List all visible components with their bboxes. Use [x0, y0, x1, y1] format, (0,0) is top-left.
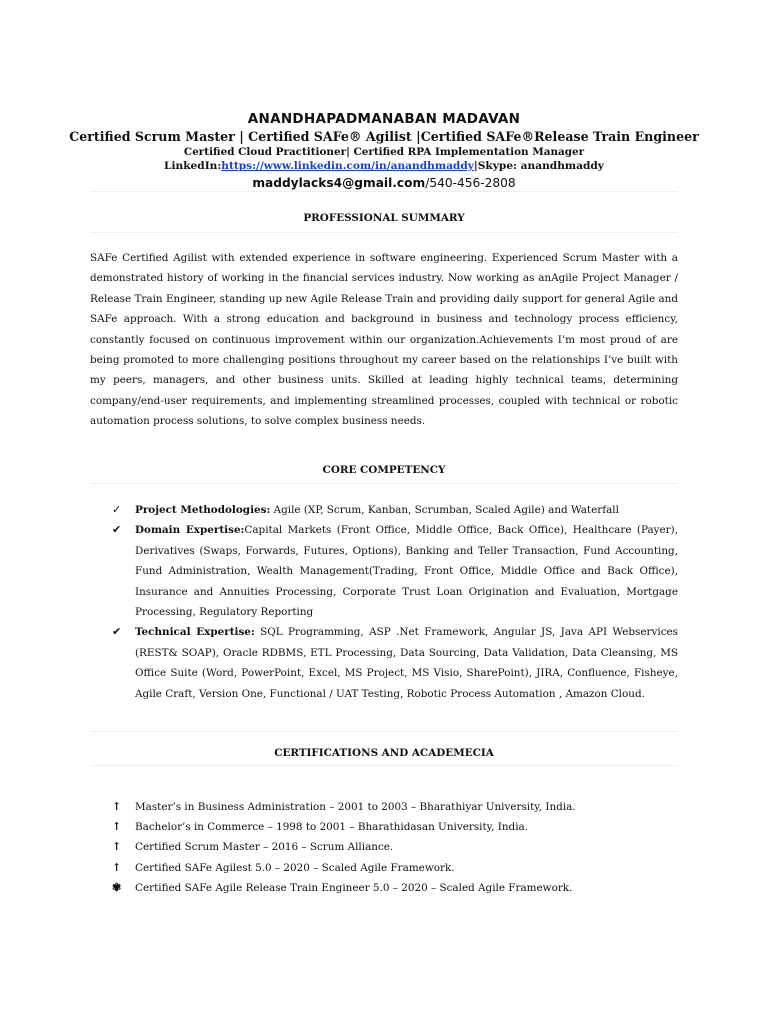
competency-text: SQL Programming, ASP .Net Framework, Angular JS, Java API Webservices (REST& SOAP), Oracle RDBMS, ETL Processing, Data Sourcing, Data Validation, Data Cleansing, MS Office Suite (Word, PowerPoint, Excel, MS Project, MS Visio, SharePoint), JIRA, Confluence, Fisheye, Agile Craft, Version One, Functional / UAT Testing, Robotic Process Automation , Amazon Cloud. — [135, 626, 679, 700]
email-address: maddylacks4@gmail.com — [252, 176, 426, 190]
linkedin-label: LinkedIn: — [164, 160, 222, 172]
social-links-line — [60, 159, 708, 174]
section-divider — [90, 731, 678, 732]
list-item — [90, 797, 678, 817]
list-item — [90, 858, 678, 878]
bullet-icon: ↑ — [112, 840, 122, 854]
list-item — [90, 837, 678, 857]
certification-text: Certified SAFe Agilest 5.0 – 2020 – Scaled Agile Framework. — [135, 861, 455, 874]
list-item — [90, 500, 678, 520]
list-item — [90, 622, 678, 704]
phone-number: /540-456-2808 — [425, 176, 516, 190]
list-item — [90, 520, 678, 622]
check-icon: ✔ — [112, 625, 122, 639]
certifications-headline: Certified Scrum Master | Certified SAFe® Agilist |Certified SAFe®Release Train Engineer — [69, 129, 699, 144]
competency-text: Capital Markets (Front Office, Middle Office, Back Office), Healthcare (Payer), Derivatives (Swaps, Forwards, Futures, Options), Banking and Teller Transaction, Fund Accounting, Fund Administration, Wealth Management(Trading, Front Office, Middle Office and Back Office), Insurance and Annuities Processing, Corporate Trust Loan Origination and Evaluation, Mortgage Processing, Regulatory Reporting — [135, 524, 679, 619]
bullet-icon: ↑ — [112, 860, 122, 874]
flower-bullet-icon: ✾ — [112, 880, 122, 894]
certification-text: Master’s in Business Administration – 2001 to 2003 – Bharathiyar University, India. — [135, 801, 576, 813]
resume-header — [60, 110, 708, 192]
competency-text: Agile (XP, Scrum, Kanban, Scrumban, Scaled Agile) and Waterfall — [270, 504, 619, 516]
certifications-list — [90, 797, 678, 898]
check-icon: ✔ — [112, 523, 122, 537]
candidate-name: ANANDHAPADMANABAN MADAVAN — [247, 111, 521, 127]
competency-label: Domain Expertise: — [135, 524, 245, 537]
check-icon: ✓ — [112, 503, 122, 516]
bullet-icon: ↑ — [112, 820, 122, 834]
linkedin-link[interactable]: https://www.linkedin.com/in/anandhmaddy — [221, 160, 474, 172]
core-competency-list — [90, 500, 678, 704]
section-divider — [90, 483, 678, 484]
professional-summary-heading: PROFESSIONAL SUMMARY — [303, 212, 465, 224]
competency-label: Technical Expertise: — [135, 626, 255, 639]
certifications-subline: Certified Cloud Practitioner| Certified RPA Implementation Manager — [183, 146, 585, 158]
certification-text: Certified SAFe Agile Release Train Engineer 5.0 – 2020 – Scaled Agile Framework. — [135, 881, 573, 894]
competency-label: Project Methodologies: — [135, 504, 271, 516]
professional-summary-text: SAFe Certified Agilist with extended experience in software engineering. Experienced Scrum Master with a demonstrated history of working in the financial services industry. Now working as anAgile Project Manager / Release Train Engineer, standing up new Agile Release Train and providing daily support for general Agile and SAFe approach. With a strong education and background in business and technology process efficiency, constantly focused on continuous improvement within our organization.Achievements I’m most proud of are being promoted to more challenging positions throughout my career based on the relationships I’ve built with my peers, managers, and other business units. Skilled at leading highly technical teams, determining company/end-user requirements, and implementing streamlined processes, coupled with technical or robotic automation process solutions, to solve complex business needs. — [90, 252, 678, 428]
certification-text: Certified Scrum Master – 2016 – Scrum Alliance. — [135, 841, 394, 854]
skype-handle: |Skype: anandhmaddy — [473, 160, 604, 172]
list-item — [90, 817, 678, 837]
contact-line — [60, 174, 708, 192]
core-competency-heading: CORE COMPETENCY — [322, 464, 446, 476]
certification-text: Bachelor’s in Commerce – 1998 to 2001 – Bharathidasan University, India. — [135, 821, 529, 834]
certifications-heading: CERTIFICATIONS AND ACADEMECIA — [274, 747, 494, 759]
section-divider — [90, 765, 678, 766]
section-divider — [90, 191, 678, 192]
section-divider — [90, 232, 678, 233]
bullet-icon: ↑ — [112, 800, 122, 813]
list-item — [90, 878, 678, 898]
